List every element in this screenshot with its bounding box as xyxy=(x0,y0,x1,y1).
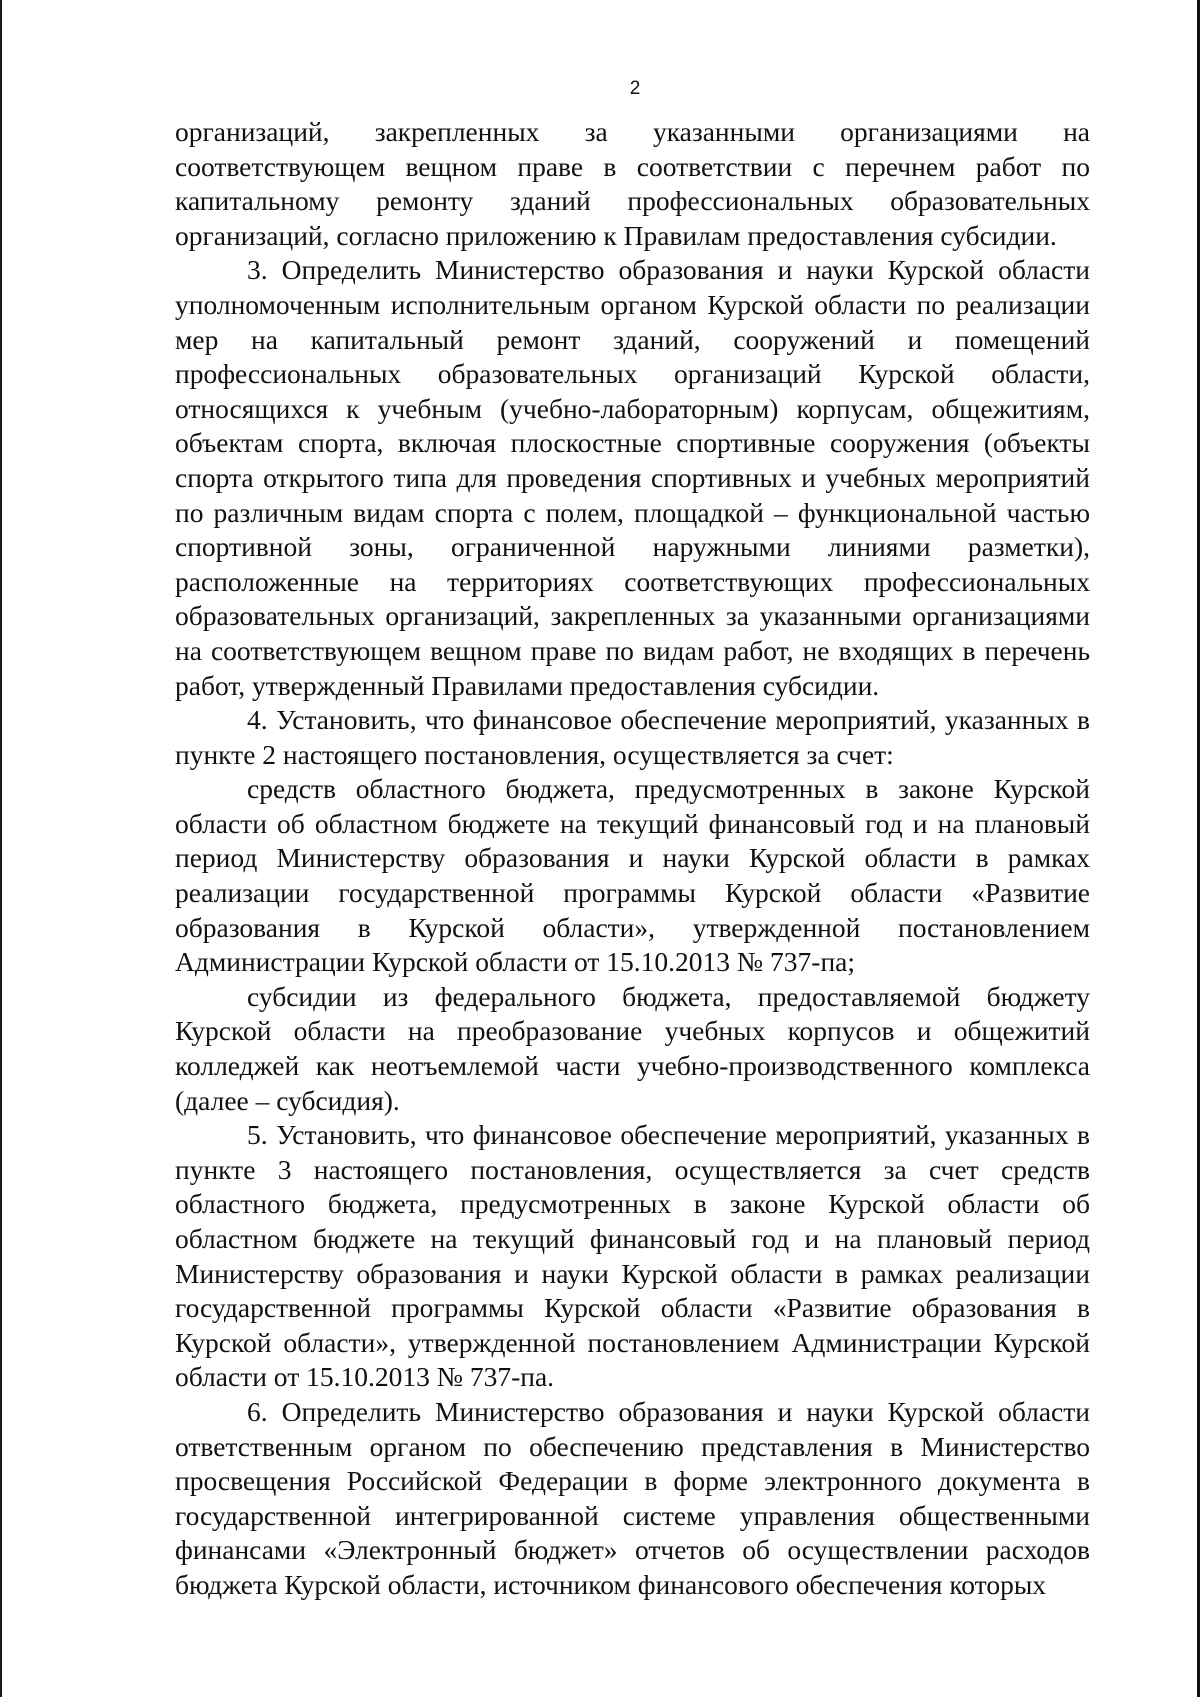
paragraph-item-5: 5. Установить, что финансовое обеспечение мероприятий, указанных в пункте 3 настоящего постановления, осуществляется за счет средств областного бюджета, предусмотренных в законе Курской области об областном бюджете на текущий финансовый год и на плановый период Министерству образования и науки Курской области в рамках реализации государственной программы Курской области «Развитие образования в Курской области», утвержденной постановлением Администрации Курской области от 15.10.2013 № 737-па. xyxy=(175,1119,1090,1393)
document-body xyxy=(175,115,1090,1603)
paragraph-item-6: 6. Определить Министерство образования и науки Курской области ответственным органом по обеспечению представления в Министерство просвещения Российской Федерации в форме электронного документа в государственной интегрированной системе управления общественными финансами «Электронный бюджет» отчетов об осуществлении расходов бюджета Курской области, источником финансового обеспечения которых xyxy=(175,1395,1090,1600)
scan-left-edge xyxy=(0,0,2,1697)
paragraph-item-4-federal-subsidy: субсидии из федерального бюджета, предоставляемой бюджету Курской области на преобразование учебных корпусов и общежитий колледжей как неотъемлемой части учебно-производственного комплекса (далее – субсидия). xyxy=(175,980,1090,1116)
paragraph-continuation: организаций, закрепленных за указанными организациями на соответствующем вещном праве в соответствии с перечнем работ по капитальному ремонту зданий профессиональных образовательных организаций, согласно приложению к Правилам предоставления субсидии. xyxy=(175,116,1090,251)
page-number: 2 xyxy=(629,78,641,99)
paragraph-item-3: 3. Определить Министерство образования и науки Курской области уполномоченным исполнительным органом Курской области по реализации мер на капитальный ремонт зданий, сооружений и помещений профессиональных образовательных организаций Курской области, относящихся к учебным (учебно-лабораторным) корпусам, общежитиям, объектам спорта, включая плоскостные спортивные сооружения (объекты спорта открытого типа для проведения спортивных и учебных мероприятий по различным видам спорта с полем, площадкой – функциональной частью спортивной зоны, ограниченной наружными линиями разметки), расположенные на территориях соответствующих профессиональных образовательных организаций, закрепленных за указанными организациями на соответствующем вещном праве по видам работ, не входящих в перечень работ, утвержденный Правилами предоставления субсидии. xyxy=(175,254,1090,701)
paragraph-item-4: 4. Установить, что финансовое обеспечение мероприятий, указанных в пункте 2 настоящего постановления, осуществляется за счет: xyxy=(175,704,1090,770)
paragraph-item-4-regional-budget: средств областного бюджета, предусмотренных в законе Курской области об областном бюджете на текущий финансовый год и на плановый период Министерству образования и науки Курской области в рамках реализации государственной программы Курской области «Развитие образования в Курской области», утвержденной постановлением Администрации Курской области от 15.10.2013 № 737-па; xyxy=(175,773,1090,978)
